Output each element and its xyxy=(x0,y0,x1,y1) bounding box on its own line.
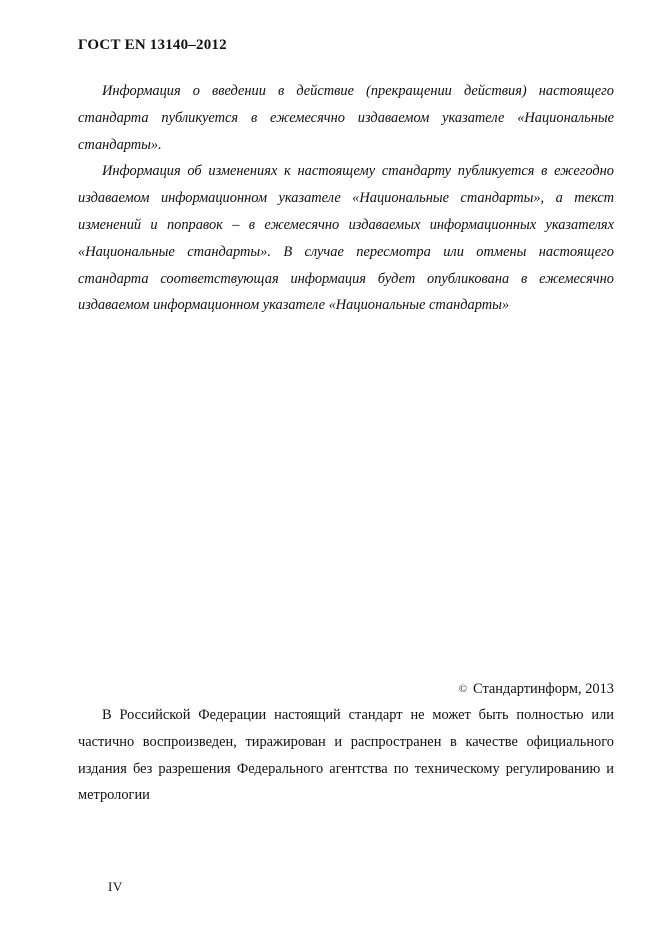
copyright-line xyxy=(459,677,614,701)
page-number: IV xyxy=(108,879,123,894)
notice-paragraph-enactment: Информация о введении в действие (прекращении действия) настоящего стандарта публикуется в ежемесячно издаваемом указателе «Национальные стандарты». xyxy=(78,83,614,153)
page-header-standard-id: ГОСТ EN 13140–2012 xyxy=(78,37,227,53)
copyright-icon: © xyxy=(458,683,468,695)
publication-notice xyxy=(78,78,614,319)
copyright-text: Стандартинформ, 2013 xyxy=(473,681,614,697)
reproduction-rights-paragraph: В Российской Федерации настоящий стандарт не может быть полностью или частично воспроизведен, тиражирован и распространен в качестве официального издания без разрешения Федерального агентства по техническому регулированию и метрологии xyxy=(78,707,614,804)
notice-paragraph-changes: Информация об изменениях к настоящему стандарту публикуется в ежегодно издаваемом информационном указателе «Национальные стандарты», а текст изменений и поправок – в ежемесячно издаваемых информационных указателях «Национальные стандарты». В случае пересмотра или отмены настоящего стандарта соответствующая информация будет опубликована в ежемесячно издаваемом информационном указателе «Национальные стандарты» xyxy=(78,163,614,314)
